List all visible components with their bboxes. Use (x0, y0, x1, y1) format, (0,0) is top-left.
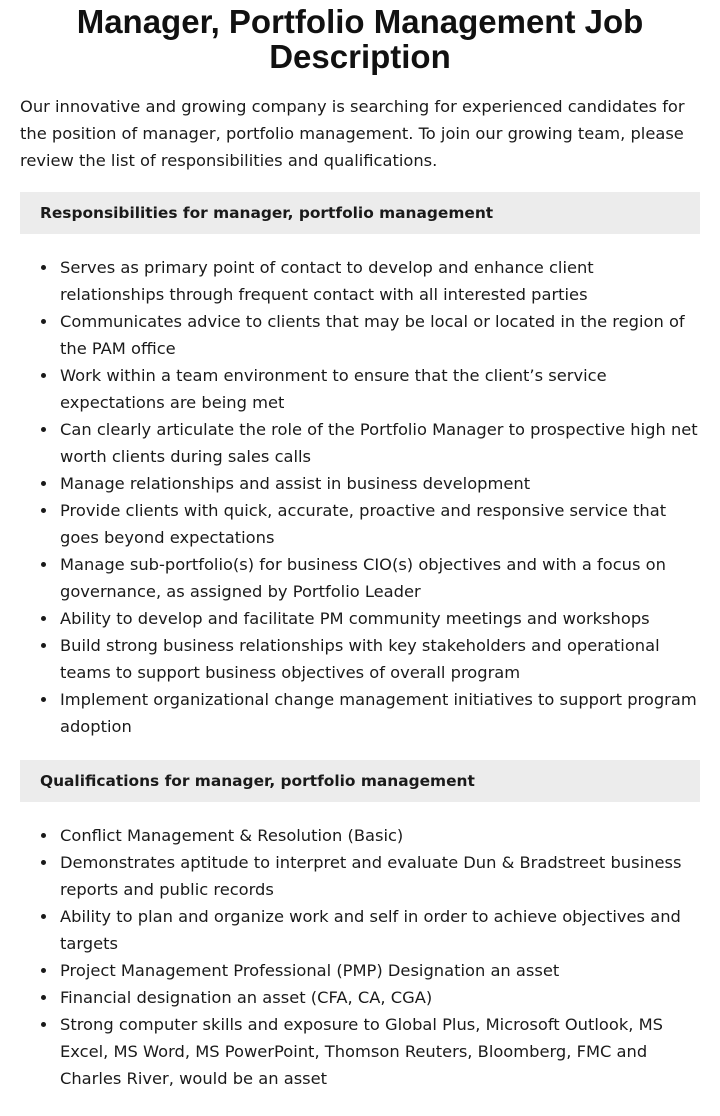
list-item-text: Serves as primary point of contact to develop and enhance client relationships through frequent contact with all interested parties (60, 258, 594, 304)
list-item (60, 551, 700, 605)
bullet-icon (41, 860, 46, 865)
list-item (60, 470, 700, 497)
list-item-text: Communicates advice to clients that may be local or located in the region of the PAM office (60, 312, 685, 358)
list-item (60, 903, 700, 957)
list-item (60, 605, 700, 632)
list-item-text: Manage relationships and assist in business development (60, 474, 531, 493)
list-item-text: Ability to develop and facilitate PM community meetings and workshops (60, 609, 650, 628)
list-item (60, 632, 700, 686)
list-item (60, 254, 700, 308)
qualifications-heading: Qualifications for manager, portfolio management (40, 772, 475, 790)
bullet-icon (41, 616, 46, 621)
list-item-text: Financial designation an asset (CFA, CA, CGA) (60, 988, 433, 1007)
list-item (60, 957, 700, 984)
bullet-icon (41, 508, 46, 513)
list-item-text: Conflict Management & Resolution (Basic) (60, 826, 404, 845)
bullet-icon (41, 995, 46, 1000)
bullet-icon (41, 319, 46, 324)
list-item-text: Provide clients with quick, accurate, proactive and responsive service that goes beyond expectations (60, 501, 667, 547)
list-item-text: Project Management Professional (PMP) Designation an asset (60, 961, 560, 980)
qualifications-list (20, 822, 700, 1092)
bullet-icon (41, 833, 46, 838)
bullet-icon (41, 1022, 46, 1027)
responsibilities-header (20, 192, 700, 234)
bullet-icon (41, 697, 46, 702)
list-item (60, 849, 700, 903)
list-item-text: Demonstrates aptitude to interpret and evaluate Dun & Bradstreet business reports and public records (60, 853, 682, 899)
bullet-icon (41, 562, 46, 567)
page-title: Manager, Portfolio Management Job Description (76, 3, 644, 75)
list-item-text: Manage sub-portfolio(s) for business CIO(s) objectives and with a focus on governance, as assigned by Portfolio Leader (60, 555, 666, 601)
bullet-icon (41, 914, 46, 919)
list-item (60, 686, 700, 740)
bullet-icon (41, 481, 46, 486)
list-item-text: Can clearly articulate the role of the Portfolio Manager to prospective high net worth clients during sales calls (60, 420, 698, 466)
list-item (60, 308, 700, 362)
list-item (60, 984, 700, 1011)
bullet-icon (41, 373, 46, 378)
intro-paragraph: Our innovative and growing company is searching for experienced candidates for the position of manager, portfolio management. To join our growing team, please review the list of responsibilities and qualifications. (20, 97, 685, 170)
list-item (60, 362, 700, 416)
list-item-text: Ability to plan and organize work and self in order to achieve objectives and targets (60, 907, 681, 953)
list-item-text: Implement organizational change management initiatives to support program adoption (60, 690, 697, 736)
bullet-icon (41, 968, 46, 973)
responsibilities-list (20, 254, 700, 740)
list-item (60, 497, 700, 551)
bullet-icon (41, 643, 46, 648)
list-item-text: Build strong business relationships with key stakeholders and operational teams to support business objectives of overall program (60, 636, 660, 682)
bullet-icon (41, 265, 46, 270)
list-item (60, 822, 700, 849)
bullet-icon (41, 427, 46, 432)
responsibilities-heading: Responsibilities for manager, portfolio management (40, 204, 494, 222)
list-item-text: Work within a team environment to ensure that the client’s service expectations are being met (60, 366, 607, 412)
list-item (60, 1011, 700, 1092)
list-item-text: Strong computer skills and exposure to Global Plus, Microsoft Outlook, MS Excel, MS Word, MS PowerPoint, Thomson Reuters, Bloomberg, FMC and Charles River, would be an asset (60, 1015, 663, 1088)
list-item (60, 416, 700, 470)
qualifications-header (20, 760, 700, 802)
